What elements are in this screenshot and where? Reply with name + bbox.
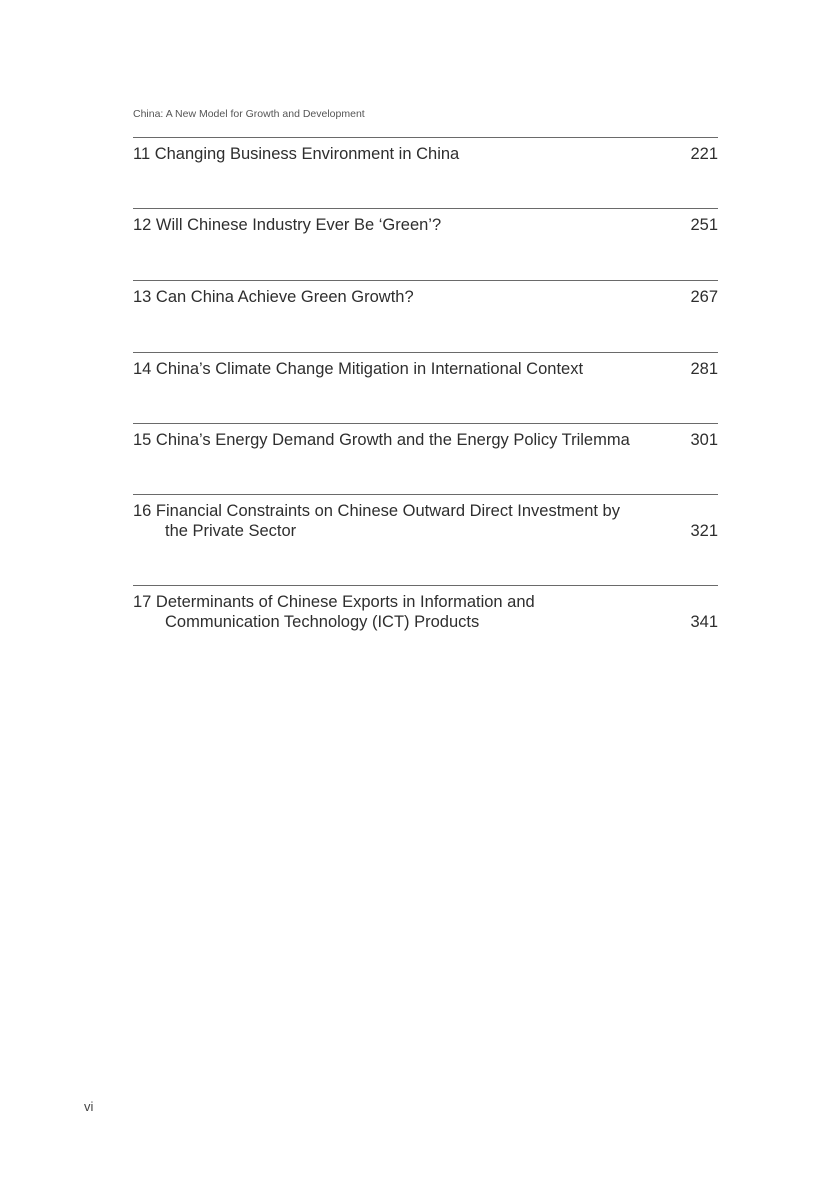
entry-title: 13 Can China Achieve Green Growth? xyxy=(133,288,414,306)
entry-title: 15 China’s Energy Demand Growth and the Energy Policy Trilemma xyxy=(133,431,630,449)
toc-entry[interactable] xyxy=(133,208,718,235)
entry-title: 16 Financial Constraints on Chinese Outward Direct Investment by xyxy=(133,502,620,520)
entry-title: 11 Changing Business Environment in China xyxy=(133,145,460,163)
page-number: vi xyxy=(84,1099,94,1114)
entry-title: 14 China’s Climate Change Mitigation in International Context xyxy=(133,360,584,378)
entry-page: 341 xyxy=(690,613,718,631)
toc-entry[interactable] xyxy=(133,352,718,379)
toc-entry[interactable] xyxy=(133,137,718,164)
entry-page: 251 xyxy=(690,216,718,234)
toc-entry[interactable] xyxy=(133,280,718,307)
entry-title-continued: Communication Technology (ICT) Products xyxy=(165,613,480,631)
entry-title-continued: the Private Sector xyxy=(165,522,297,540)
entry-page: 301 xyxy=(690,431,718,449)
entry-page: 267 xyxy=(690,288,718,306)
entry-page: 321 xyxy=(690,522,718,540)
toc-entry[interactable] xyxy=(133,423,718,450)
entry-title: 12 Will Chinese Industry Ever Be ‘Green’? xyxy=(133,216,442,234)
running-head: China: A New Model for Growth and Development xyxy=(133,108,365,120)
entry-title: 17 Determinants of Chinese Exports in Information and xyxy=(133,593,535,611)
entry-page: 221 xyxy=(690,145,718,163)
toc-entry[interactable] xyxy=(133,585,718,632)
entry-page: 281 xyxy=(690,360,718,378)
toc-entry[interactable] xyxy=(133,494,718,541)
